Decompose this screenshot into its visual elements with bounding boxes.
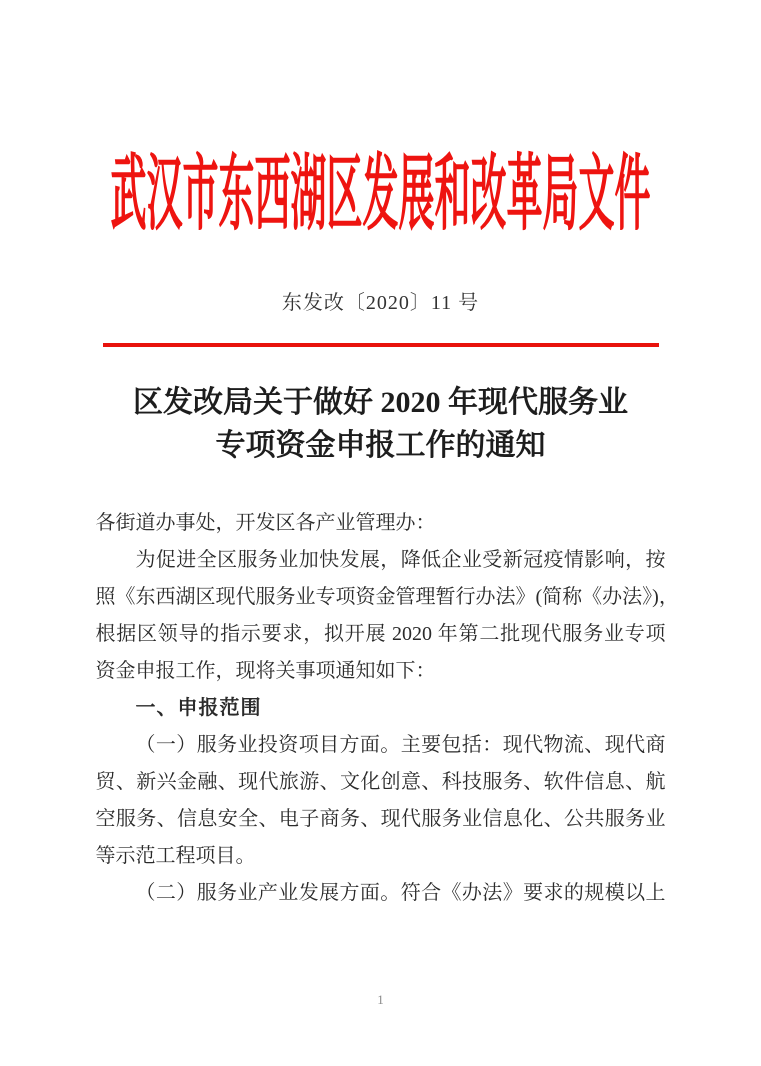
document-title-line2: 专项资金申报工作的通知 <box>215 429 546 462</box>
body-section-heading: 一、申报范围 <box>135 697 262 719</box>
body-line: （一）服务业投资项目方面。主要包括：现代物流、现代商 <box>135 734 666 756</box>
page-number: 1 <box>377 992 384 1007</box>
body-line: （二）服务业产业发展方面。符合《办法》要求的规模以上 <box>135 882 666 904</box>
body-line-salutation: 各街道办事处，开发区各产业管理办： <box>95 512 436 534</box>
body-line: 资金申报工作，现将关事项通知如下： <box>95 660 436 682</box>
document-title <box>0 381 761 467</box>
body-line: 等示范工程项目。 <box>95 845 256 867</box>
body-line: 贸、新兴金融、现代旅游、文化创意、科技服务、软件信息、航 <box>95 771 666 793</box>
body-line: 照《东西湖区现代服务业专项资金管理暂行办法》(简称《办法》)， <box>95 586 679 608</box>
body-line: 为促进全区服务业加快发展，降低企业受新冠疫情影响，按 <box>135 549 666 571</box>
agency-header-container <box>0 145 761 240</box>
agency-header-title: 武汉市东西湖区发展和改革局文件 <box>110 147 651 240</box>
body-line: 空服务、信息安全、电子商务、现代服务业信息化、公共服务业 <box>95 808 666 830</box>
body-line: 根据区领导的指示要求，拟开展 2020 年第二批现代服务业专项 <box>95 623 666 645</box>
document-body <box>95 505 679 912</box>
doc-number: 东发改〔2020〕11 号 <box>281 292 480 314</box>
red-divider-line <box>103 343 659 347</box>
document-title-line1: 区发改局关于做好 2020 年现代服务业 <box>133 386 628 419</box>
